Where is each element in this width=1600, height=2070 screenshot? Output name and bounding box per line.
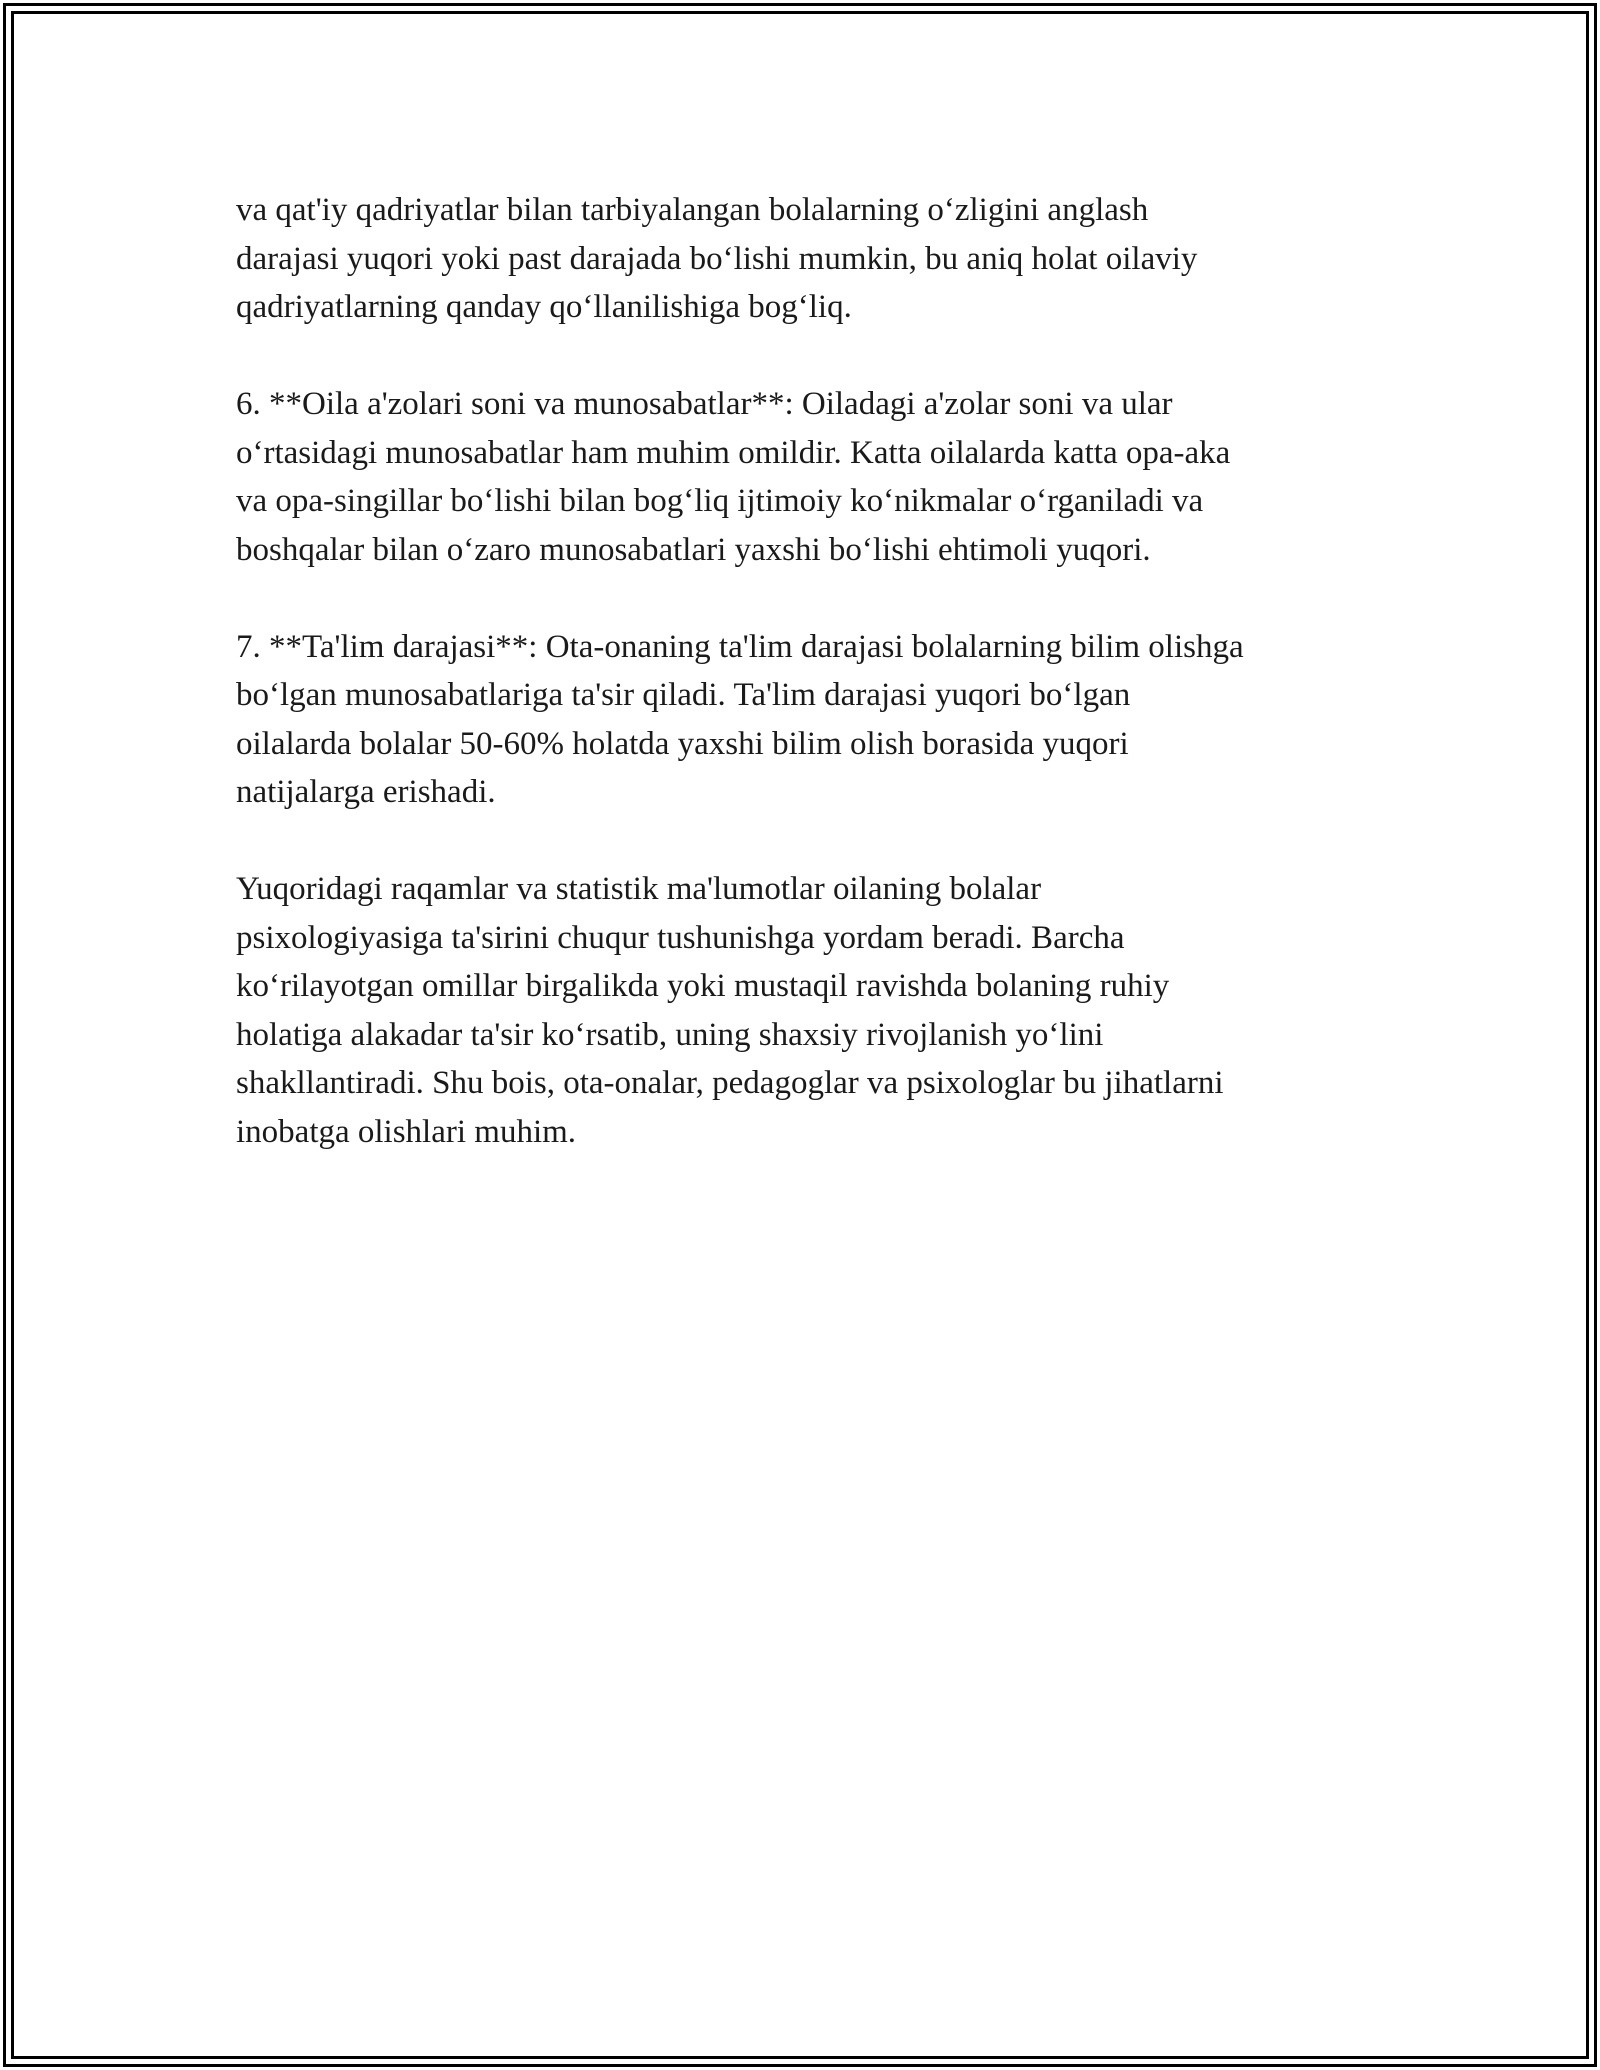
text-line: Yuqoridagi raqamlar va statistik ma'lumotlar oilaning bolalar bbox=[236, 871, 1042, 907]
text-line: ko‘rilayotgan omillar birgalikda yoki mustaqil ravishda bolaning ruhiy bbox=[236, 968, 1170, 1004]
text-line: va opa-singillar bo‘lishi bilan bog‘liq ijtimoiy ko‘nikmalar o‘rganiladi va bbox=[236, 483, 1204, 519]
paragraph-item-7 bbox=[236, 623, 1366, 817]
text-line: psixologiyasiga ta'sirini chuqur tushunishga yordam beradi. Barcha bbox=[236, 919, 1125, 956]
paragraph-conclusion bbox=[236, 865, 1366, 1156]
text-line: bo‘lgan munosabatlariga ta'sir qiladi. Ta'lim darajasi yuqori bo‘lgan bbox=[236, 677, 1131, 713]
document-body bbox=[236, 186, 1366, 1205]
text-line: inobatga olishlari muhim. bbox=[236, 1113, 577, 1150]
text-line: o‘rtasidagi munosabatlar ham muhim omildir. Katta oilalarda katta opa-aka bbox=[236, 434, 1231, 471]
text-line: va qat'iy qadriyatlar bilan tarbiyalangan bolalarning o‘zligini anglash bbox=[236, 192, 1149, 228]
text-line: natijalarga erishadi. bbox=[236, 774, 496, 810]
text-line: boshqalar bilan o‘zaro munosabatlari yaxshi bo‘lishi ehtimoli yuqori. bbox=[236, 531, 1151, 568]
paragraph-continuation bbox=[236, 186, 1366, 332]
text-line: qadriyatlarning qanday qo‘llanilishiga bog‘liq. bbox=[236, 289, 852, 325]
text-line: darajasi yuqori yoki past darajada bo‘lishi mumkin, bu aniq holat oilaviy bbox=[236, 240, 1198, 277]
text-line: shakllantiradi. Shu bois, ota-onalar, pedagoglar va psixologlar bu jihatlarni bbox=[236, 1065, 1224, 1101]
text-line: holatiga alakadar ta'sir ko‘rsatib, uning shaxsiy rivojlanish yo‘lini bbox=[236, 1016, 1104, 1053]
text-line: 6. **Oila a'zolari soni va munosabatlar**: Oiladagi a'zolar soni va ular bbox=[236, 386, 1173, 422]
text-line: oilalarda bolalar 50-60% holatda yaxshi bilim olish borasida yuqori bbox=[236, 725, 1129, 762]
text-line: 7. **Ta'lim darajasi**: Ota-onaning ta'lim darajasi bolalarning bilim olishga bbox=[236, 628, 1244, 665]
paragraph-item-6 bbox=[236, 380, 1366, 574]
